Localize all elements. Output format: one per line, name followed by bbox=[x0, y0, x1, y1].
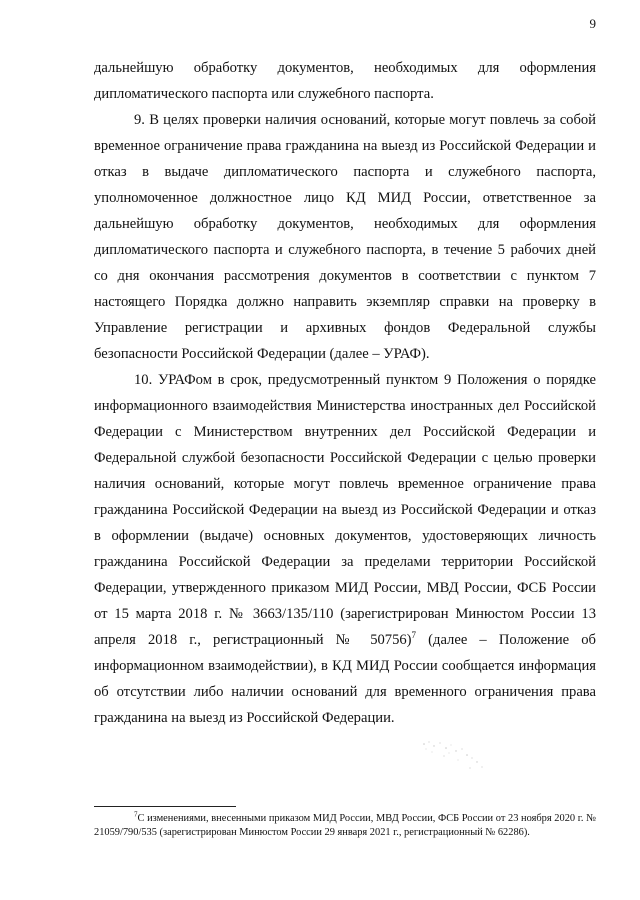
footnote-text: С изменениями, внесенными приказом МИД России, МВД России, ФСБ России от 23 ноября 2020 г. № 21059/790/535 (зарегистрирован Минюстом России 29 января 2021 г., регистрационный № 62286). bbox=[94, 813, 596, 838]
footnote-mark: 7 bbox=[134, 810, 138, 819]
paragraph-10-text-end: (далее – Положение об информационном взаимодействии), в КД МИД России сообщается информация об отсутствии либо наличии оснований для временного ограничения права гражданина на выезд из Российской Федерации. bbox=[94, 632, 596, 726]
footnote-reference[interactable]: 7 bbox=[411, 630, 417, 641]
paragraph-10-text-start: 10. УРАФом в срок, предусмотренный пунктом 9 Положения о порядке информационного взаимодействия Министерства иностранных дел Российской Федерации с Министерством внутренних дел Российской Федерации и Федеральной службой безопасности Российской Федерации с целью проверки наличия оснований, которые могут повлечь временное ограничение права гражданина Российской Федерации на выезд из Российской Федерации и отказ в оформлении (выдаче) основных документов, удостоверяющих личность гражданина Российской Федерации за пределами территории Российской Федерации, утвержденного приказом МИД России, МВД России, ФСБ России от 15 марта 2018 г. № 3663/135/110 (зарегистрирован Минюстом России 13 апреля 2018 г., регистрационный № 50756) bbox=[94, 372, 596, 648]
scan-noise-mark bbox=[420, 738, 490, 778]
paragraph-10 bbox=[94, 367, 596, 731]
footnote bbox=[94, 812, 596, 840]
paragraph-9: 9. В целях проверки наличия оснований, которые могут повлечь за собой временное ограничение права гражданина на выезд из Российской Федерации и отказ в выдаче дипломатического паспорта и служебного паспорта, уполномоченное должностное лицо КД МИД России, ответственное за дальнейшую обработку документов, необходимых для оформления дипломатического паспорта и служебного паспорта, в течение 5 рабочих дней со дня окончания рассмотрения документов в соответствии с пунктом 7 настоящего Порядка должно направить экземпляр справки на проверку в Управление регистрации и архивных фондов Федеральной службы безопасности Российской Федерации (далее – УРАФ). bbox=[94, 112, 596, 362]
document-body bbox=[94, 55, 596, 731]
paragraph-continuation: дальнейшую обработку документов, необходимых для оформления дипломатического паспорта или служебного паспорта. bbox=[94, 60, 596, 102]
page-number: 9 bbox=[589, 16, 596, 31]
footnote-divider bbox=[94, 806, 236, 807]
